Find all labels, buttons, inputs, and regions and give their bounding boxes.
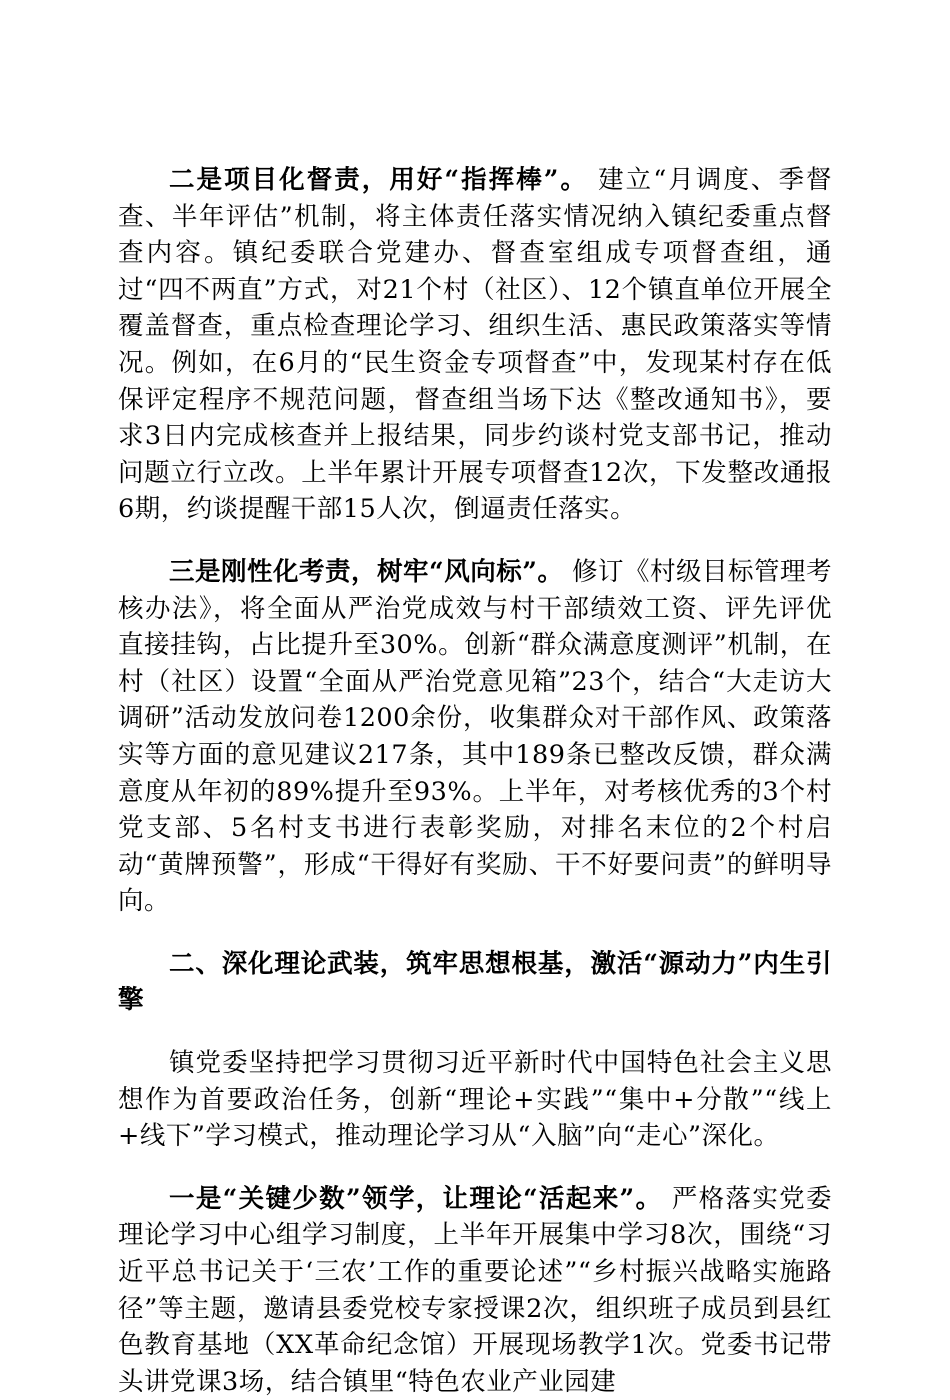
paragraph-body: 建立“月调度、季督查、半年评估”机制，将主体责任落实情况纳入镇纪委重点督查内容。镇纪委联合党建办、督查室组成专项督查组，通过“四不两直”方式，对21个村（社区）、12个镇直单位开展全覆盖督查，重点检查理论学习、组织生活、惠民政策落实等情况。例如，在6月的“民生资金专项督查”中，发现某村存在低保评定程序不规范问题，督查组当场下达《整改通知书》，要求3日内完成核查并上报结果，同步约谈村党支部书记，推动问题立行立改。上半年累计开展专项督查12次，下发整改通报6期，约谈提醒干部15人次，倒逼责任落实。 xyxy=(118,165,832,525)
paragraph-body: 严格落实党委理论学习中心组学习制度，上半年开展集中学习8次，围绕“习近平总书记关于‘三农’工作的重要论述”“乡村振兴战略实施路径”等主题，邀请县委党校专家授课2次，组织班子成员到县红色教育基地（XX革命纪念馆）开展现场教学1次。党委书记带头讲党课3场，结合镇里“特色农业产业园建 xyxy=(118,1183,833,1397)
paragraph-section-intro: 镇党委坚持把学习贯彻习近平新时代中国特色社会主义思想作为首要政治任务，创新“理论+实践”“集中+分散”“线上+线下”学习模式，推动理论学习从“入脑”向“走心”深化。 xyxy=(118,1048,832,1152)
paragraph-body: 修订《村级目标管理考核办法》，将全面从严治党成效与村干部绩效工资、评先评优直接挂钩，占比提升至30%。创新“群众满意度测评”机制，在村（社区）设置“全面从严治党意见箱”23个，结合“大走访大调研”活动发放问卷1200余份，收集群众对干部作风、政策落实等方面的意见建议217条，其中189条已整改反馈，群众满意度从年初的89%提升至93%。上半年，对考核优秀的3个村党支部、5名村支书进行表彰奖励，对排名末位的2个村启动“黄牌预警”，形成“干得好有奖励、干不好要问责”的鲜明导向。 xyxy=(118,556,832,917)
paragraph-lead-title: 三是刚性化考责，树牢“风向标”。 xyxy=(169,556,564,587)
paragraph-key-minority-study xyxy=(118,1181,832,1400)
paragraph-rigid-assessment xyxy=(118,554,832,920)
paragraph-lead-title: 二是项目化督责，用好“指挥棒”。 xyxy=(169,165,588,195)
paragraph-lead-title: 一是“关键少数”领学，让理论“活起来”。 xyxy=(169,1183,663,1214)
section-heading: 二、深化理论武装，筑牢思想根基，激活“源动力”内生引擎 xyxy=(118,948,832,1016)
document-page xyxy=(118,162,832,1400)
paragraph-project-supervision xyxy=(118,162,832,528)
